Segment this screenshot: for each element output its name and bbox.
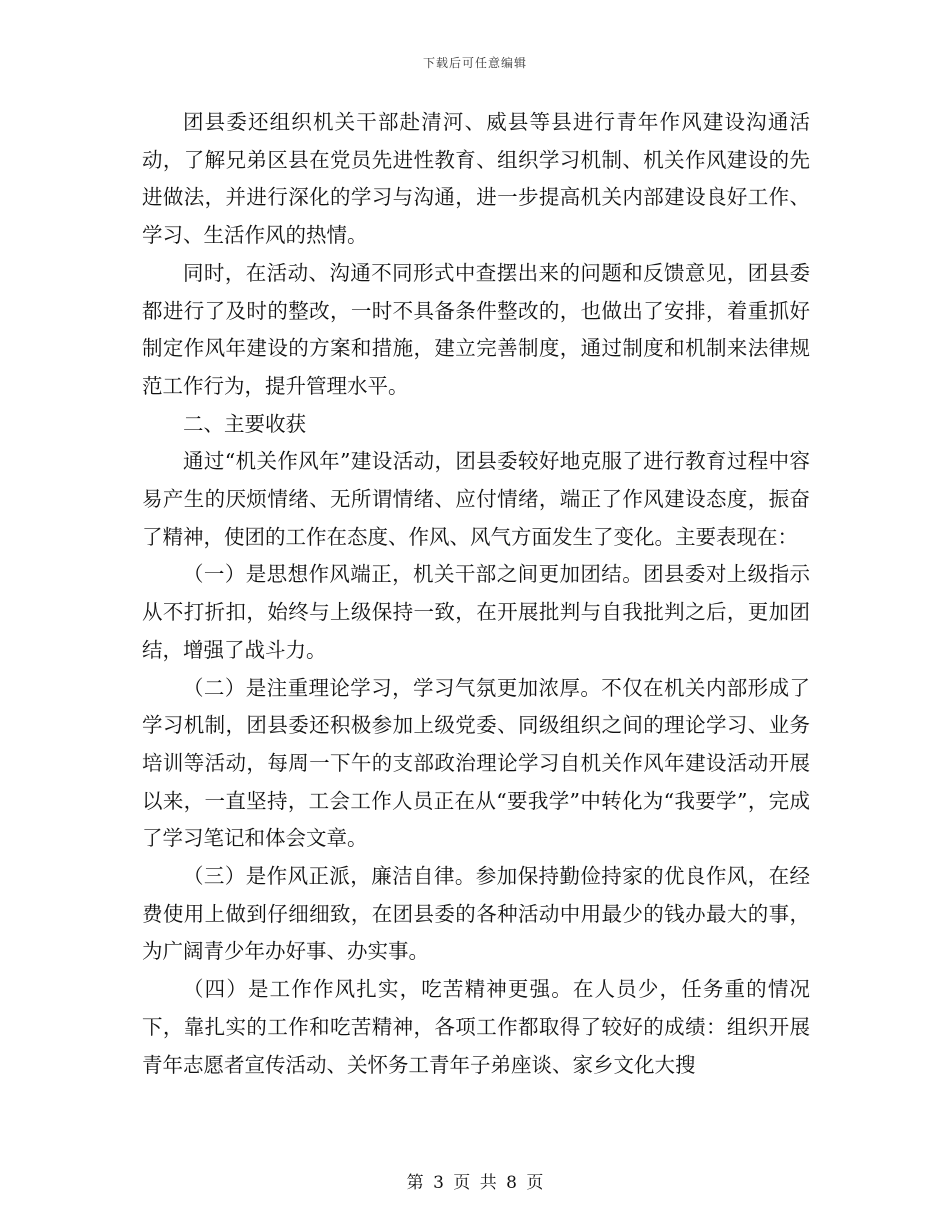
- page-header: 下载后可任意编辑: [422, 56, 527, 70]
- document-body: [142, 104, 810, 1084]
- paragraph: （四）是工作作风扎实，吃苦精神更强。在人员少，任务重的情况下，靠扎实的工作和吃苦精神，各项工作都取得了较好的成绩：组织开展青年志愿者宣传活动、关怀务工青年子弟座谈、家乡文化大搜: [142, 977, 810, 1077]
- page-number-footer: 第 3 页 共 8 页: [406, 1173, 544, 1193]
- paragraph: 通过“机关作风年”建设活动，团县委较好地克服了进行教育过程中容易产生的厌烦情绪、无所谓情绪、应付情绪，端正了作风建设态度，振奋了精神，使团的工作在态度、作风、风气方面发生了变化。主要表现在：: [142, 449, 810, 549]
- paragraph: （三）是作风正派，廉洁自律。参加保持勤俭持家的优良作风，在经费使用上做到仔细细致，在团县委的各种活动中用最少的钱办最大的事，为广阔青少年办好事、办实事。: [142, 864, 810, 964]
- section-heading: 二、主要收获: [183, 411, 306, 436]
- paragraph: 同时，在活动、沟通不同形式中查摆出来的问题和反馈意见，团县委都进行了及时的整改，一时不具备条件整改的，也做出了安排，着重抓好制定作风年建设的方案和措施，建立完善制度，通过制度和机制来法律规范工作行为，提升管理水平。: [142, 260, 810, 398]
- paragraph: （一）是思想作风端正，机关干部之间更加团结。团县委对上级指示从不打折扣，始终与上级保持一致，在开展批判与自我批判之后，更加团结，增强了战斗力。: [142, 562, 810, 662]
- paragraph: 团县委还组织机关干部赴清河、威县等县进行青年作风建设沟通活动，了解兄弟区县在党员先进性教育、组织学习机制、机关作风建设的先进做法，并进行深化的学习与沟通，进一步提高机关内部建设良好工作、学习、生活作风的热情。: [142, 110, 810, 248]
- paragraph: （二）是注重理论学习，学习气氛更加浓厚。不仅在机关内部形成了学习机制，团县委还积极参加上级党委、同级组织之间的理论学习、业务培训等活动，每周一下午的支部政治理论学习自机关作风年建设活动开展以来，一直坚持，工会工作人员正在从“要我学”中转化为“我要学”，完成了学习笔记和体会文章。: [142, 675, 810, 851]
